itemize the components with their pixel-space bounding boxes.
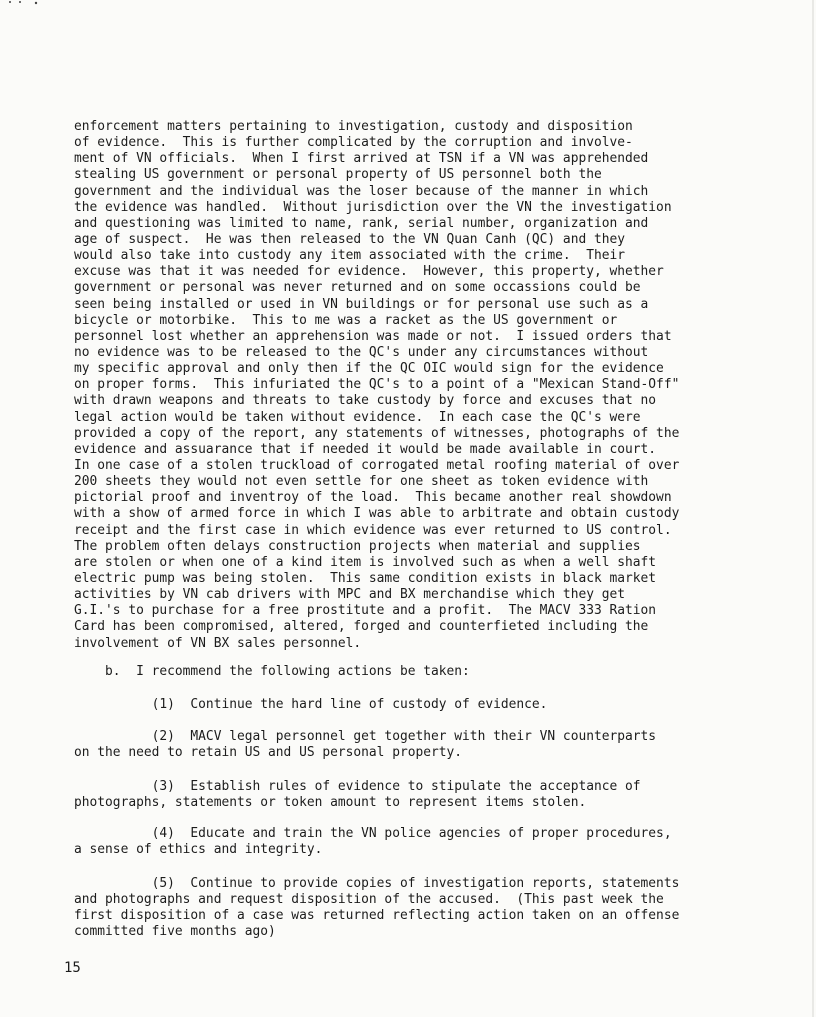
text-line: activities by VN cab drivers with MPC and BX merchandise which they get [74, 587, 626, 603]
recommendation-heading [74, 664, 734, 680]
text-line: and photographs and request disposition of the accused. (This past week the [74, 892, 664, 908]
text-line: (1) Continue the hard line of custody of evidence. [74, 697, 548, 712]
text-line: provided a copy of the report, any statements of witnesses, photographs of the [74, 425, 680, 441]
action-item-5 [74, 876, 734, 941]
text-line: government and the individual was the loser because of the manner in which [74, 183, 649, 199]
text-line: on proper forms. This infuriated the QC's to a point of a "Mexican Stand-Off" [74, 377, 680, 393]
text-line: (4) Educate and train the VN police agencies of proper procedures, [74, 826, 672, 841]
text-line: receipt and the first case in which evidence was ever returned to US control. [74, 522, 672, 538]
text-line: committed five months ago) [74, 924, 276, 940]
text-line: involvement of VN BX sales personnel. [74, 635, 362, 651]
text-line: evidence and assuarance that if needed it would be made available in court. [74, 441, 657, 457]
text-line: (2) MACV legal personnel get together with their VN counterparts [74, 729, 657, 744]
text-line: no evidence was to be released to the QC's under any circumstances without [74, 344, 649, 360]
page-number: 15 [64, 960, 81, 976]
text-line: and questioning was limited to name, rank, serial number, organization and [74, 215, 649, 231]
text-line: with drawn weapons and threats to take custody by force and excuses that no [74, 393, 657, 409]
text-line: age of suspect. He was then released to the VN Quan Canh (QC) and they [74, 231, 626, 247]
text-line: are stolen or when one of a kind item is involved such as when a well shaft [74, 554, 657, 570]
corner-scan-mark [6, 0, 46, 6]
text-line: first disposition of a case was returned reflecting action taken on an offense [74, 908, 680, 924]
text-line: enforcement matters pertaining to investigation, custody and disposition [74, 119, 633, 134]
text-line: The problem often delays construction projects when material and supplies [74, 538, 641, 554]
text-line: legal action would be taken without evidence. In each case the QC's were [74, 409, 641, 425]
text-line: Card has been compromised, altered, forged and counterfieted including the [74, 619, 649, 635]
text-line: 200 sheets they would not even settle for one sheet as token evidence with [74, 474, 649, 490]
main-paragraph [74, 119, 734, 652]
text-line: would also take into custody any item associated with the crime. Their [74, 248, 626, 264]
text-line: bicycle or motorbike. This to me was a racket as the US government or [74, 312, 618, 328]
text-line: pictorial proof and inventroy of the load. This became another real showdown [74, 490, 672, 506]
text-line: G.I.'s to purchase for a free prostitute and a profit. The MACV 333 Ration [74, 603, 657, 619]
text-line: with a show of armed force in which I was able to arbitrate and obtain custody [74, 506, 680, 522]
page-edge-shadow [812, 0, 814, 1017]
text-line: excuse was that it was needed for evidence. However, this property, whether [74, 264, 664, 280]
text-line: In one case of a stolen truckload of corrogated metal roofing material of over [74, 457, 680, 473]
action-item-1 [74, 697, 734, 713]
text-line: b. I recommend the following actions be taken: [74, 664, 470, 679]
text-line: my specific approval and only then if the QC OIC would sign for the evidence [74, 361, 664, 377]
text-line: a sense of ethics and integrity. [74, 842, 323, 858]
text-line: (3) Establish rules of evidence to stipulate the acceptance of [74, 779, 641, 794]
text-line: government or personal was never returned and on some occassions could be [74, 280, 641, 296]
text-line: ment of VN officials. When I first arrived at TSN if a VN was apprehended [74, 151, 649, 167]
text-line: seen being installed or used in VN buildings or for personal use such as a [74, 296, 649, 312]
action-item-3 [74, 779, 734, 811]
text-line: (5) Continue to provide copies of investigation reports, statements [74, 876, 680, 891]
text-line: personnel lost whether an apprehension was made or not. I issued orders that [74, 328, 672, 344]
text-line: of evidence. This is further complicated by the corruption and involve- [74, 135, 633, 151]
text-line: the evidence was handled. Without jurisdiction over the VN the investigation [74, 199, 672, 215]
text-line: on the need to retain US and US personal property. [74, 745, 463, 761]
action-item-4 [74, 826, 734, 858]
text-line: photographs, statements or token amount to represent items stolen. [74, 795, 587, 811]
text-line: stealing US government or personal property of US personnel both the [74, 167, 602, 183]
action-item-2 [74, 729, 734, 761]
text-line: electric pump was being stolen. This same condition exists in black market [74, 570, 657, 586]
